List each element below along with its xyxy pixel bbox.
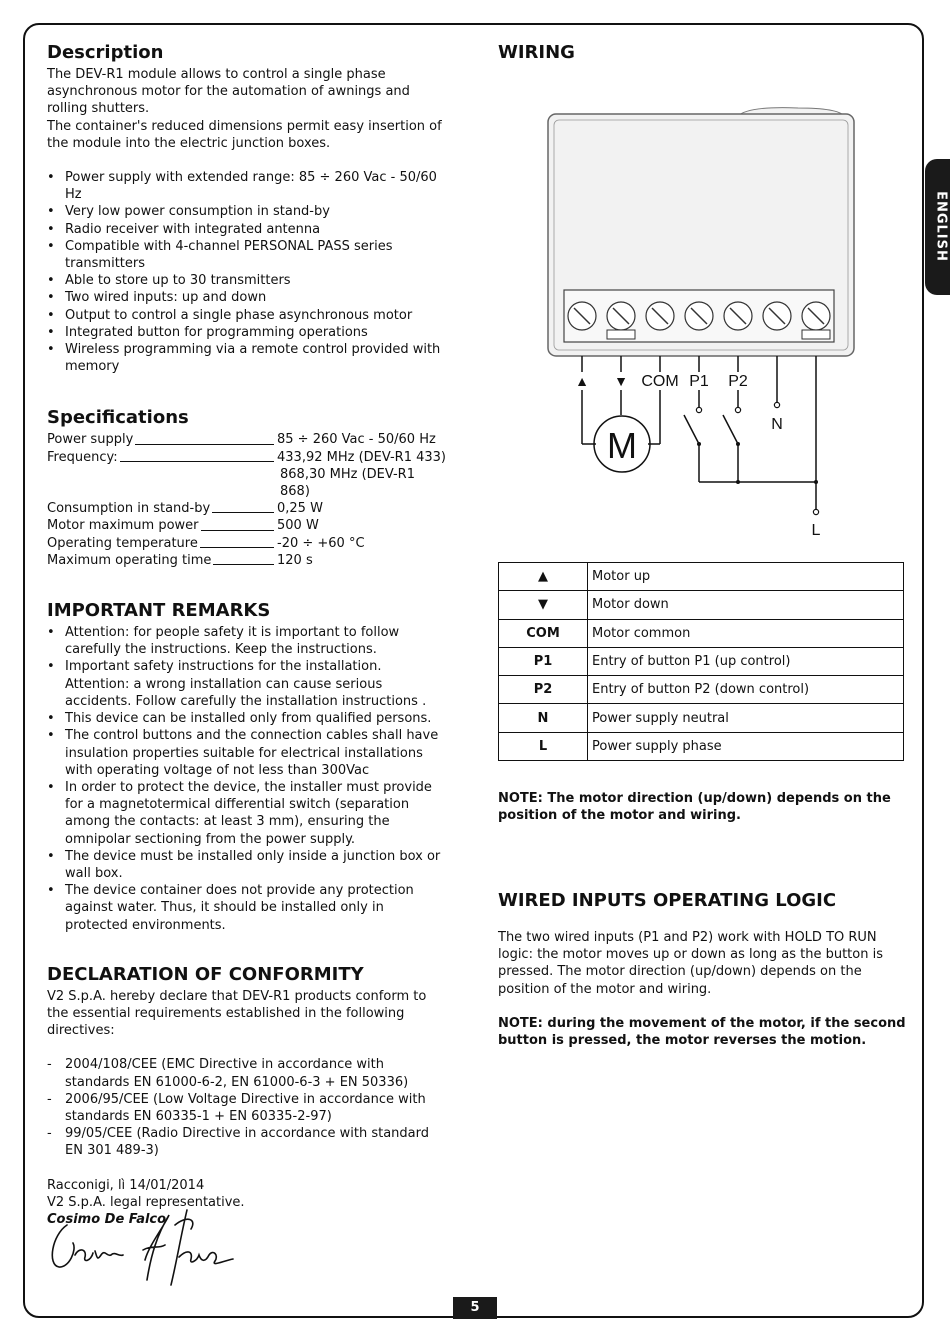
table-row [499,704,904,732]
table-row [499,591,904,619]
conformity-intro: V2 S.p.A. hereby declare that DEV-R1 products conform to the essential requirements established in the following directives: [47,988,427,1039]
specifications-heading: Specifications [47,407,189,429]
list-item: • In order to protect the device, the installer must provide for a magnetotermical differential switch (separation among the contacts: at least 3 mm), ensuring the omnipolar sectioning from the power supply. [47,779,447,848]
remarks-heading: IMPORTANT REMARKS [47,600,271,622]
legend-key: P1 [499,647,588,675]
spec-label: Maximum operating time [47,552,212,568]
spec-value: 500 W [277,518,319,534]
place-date: Racconigi, lì 14/01/2014 [47,1177,205,1193]
table-row [499,647,904,675]
list-item: • Two wired inputs: up and down [47,289,447,306]
left-column [47,42,447,1228]
table-row [499,732,904,760]
legend-desc: Motor down [588,591,904,619]
list-item: • Power supply with extended range: 85 ÷ 260 Vac - 50/60 Hz [47,169,447,203]
feature-list [47,169,447,375]
legend-desc: Entry of button P1 (up control) [588,647,904,675]
list-item: • Integrated button for programming operations [47,324,447,341]
spec-label: Frequency: [47,449,118,465]
label-p1: P1 [689,373,709,390]
table-row [499,619,904,647]
label-down: ▼ [614,373,628,389]
spec-value: 120 s [277,552,313,568]
table-row [499,676,904,704]
spec-row [47,500,447,517]
label-com: COM [641,373,679,390]
conformity-section [47,964,447,1228]
label-up: ▲ [575,373,589,389]
logic-heading: WIRED INPUTS OPERATING LOGIC [498,890,837,911]
description-paragraph: The container's reduced dimensions permit easy insertion of the module into the electric junction boxes. [47,118,442,151]
list-item: • Output to control a single phase asynchronous motor [47,307,447,324]
description-section [47,42,447,375]
remarks-list [47,624,447,934]
language-tab-label: ENGLISH [933,191,949,262]
wiring-legend-table [498,562,904,761]
list-item: • Radio receiver with integrated antenna [47,221,447,238]
list-item: • Attention: for people safety it is important to follow carefully the instructions. Keep the instructions. [47,624,447,658]
list-item: - 2004/108/CEE (EMC Directive in accordance with standards EN 61000-6-2, EN 61000-6-3 + EN 50336) [47,1056,447,1090]
legend-key: ▲ [499,563,588,591]
label-n: N [771,416,783,433]
description-paragraph: The DEV-R1 module allows to control a single phase asynchronous motor for the automation of awnings and rolling shutters. [47,67,410,117]
right-column [498,42,906,1049]
spec-value: 85 ÷ 260 Vac - 50/60 Hz [277,432,436,448]
page-number: 5 [453,1297,497,1319]
spec-label: Power supply [47,432,134,448]
spec-label: Consumption in stand-by [47,501,211,517]
spec-row [47,517,447,534]
list-item: • The control buttons and the connection cables shall have insulation properties suitable for electrical installations with operating voltage of not less than 300Vac [47,727,447,779]
wiring-diagram [498,72,906,552]
directive-list [47,1056,447,1159]
label-motor: M [607,425,637,466]
signer-name: Cosimo De Falco [47,1211,167,1227]
spec-row [47,466,447,500]
wiring-heading: WIRING [498,42,575,63]
spec-label: Motor maximum power [47,518,199,534]
legend-desc: Power supply phase [588,732,904,760]
spec-value: 868,30 MHz (DEV-R1 868) [280,466,415,500]
list-item: • This device can be installed only from qualified persons. [47,710,447,727]
legend-desc: Entry of button P2 (down control) [588,676,904,704]
spec-value: 0,25 W [277,501,323,517]
list-item: • The device container does not provide any protection against water. Thus, it should be installed only in protected environments. [47,882,447,934]
representative: V2 S.p.A. legal representative. [47,1194,245,1210]
spec-row [47,449,447,466]
description-heading: Description [47,42,164,63]
logic-note: NOTE: during the movement of the motor, if the second button is pressed, the motor reverses the motion. [498,1015,906,1049]
wiring-note: NOTE: The motor direction (up/down) depends on the position of the motor and wiring. [498,791,891,824]
legend-desc: Power supply neutral [588,704,904,732]
legend-key: ▼ [499,591,588,619]
remarks-section [47,600,447,934]
language-tab [925,159,950,295]
logic-text: The two wired inputs (P1 and P2) work with HOLD TO RUN logic: the motor moves up or down as long as the button is pressed. The motor direction (up/down) depends on the position of the motor and wiring. [498,930,883,997]
specifications-section [47,407,447,569]
label-l: L [811,522,821,539]
legend-key: COM [499,619,588,647]
legend-key: N [499,704,588,732]
list-item: • The device must be installed only inside a junction box or wall box. [47,848,447,882]
legend-key: L [499,732,588,760]
logic-section [498,890,906,1049]
list-item: • Able to store up to 30 transmitters [47,272,447,289]
list-item: • Wireless programming via a remote control provided with memory [47,341,447,375]
spec-row [47,552,447,569]
list-item: • Compatible with 4-channel PERSONAL PASS series transmitters [47,238,447,272]
list-item: • Very low power consumption in stand-by [47,203,447,220]
legend-desc: Motor common [588,619,904,647]
list-item: - 2006/95/CEE (Low Voltage Directive in accordance with standards EN 60335-1 + EN 60335-2-97) [47,1091,447,1125]
conformity-heading: DECLARATION OF CONFORMITY [47,963,364,985]
signature-image [47,1205,247,1290]
spec-row [47,431,447,448]
legend-desc: Motor up [588,563,904,591]
spec-label: Operating temperature [47,535,198,551]
legend-key: P2 [499,676,588,704]
spec-value: 433,92 MHz (DEV-R1 433) [277,449,447,465]
spec-value: -20 ÷ +60 °C [277,535,365,551]
label-p2: P2 [728,373,748,390]
list-item: • Important safety instructions for the installation. Attention: a wrong installation can cause serious accidents. Follow carefully the installation instructions . [47,658,447,710]
spec-row [47,535,447,552]
list-item: - 99/05/CEE (Radio Directive in accordance with standard EN 301 489-3) [47,1125,447,1159]
table-row [499,563,904,591]
